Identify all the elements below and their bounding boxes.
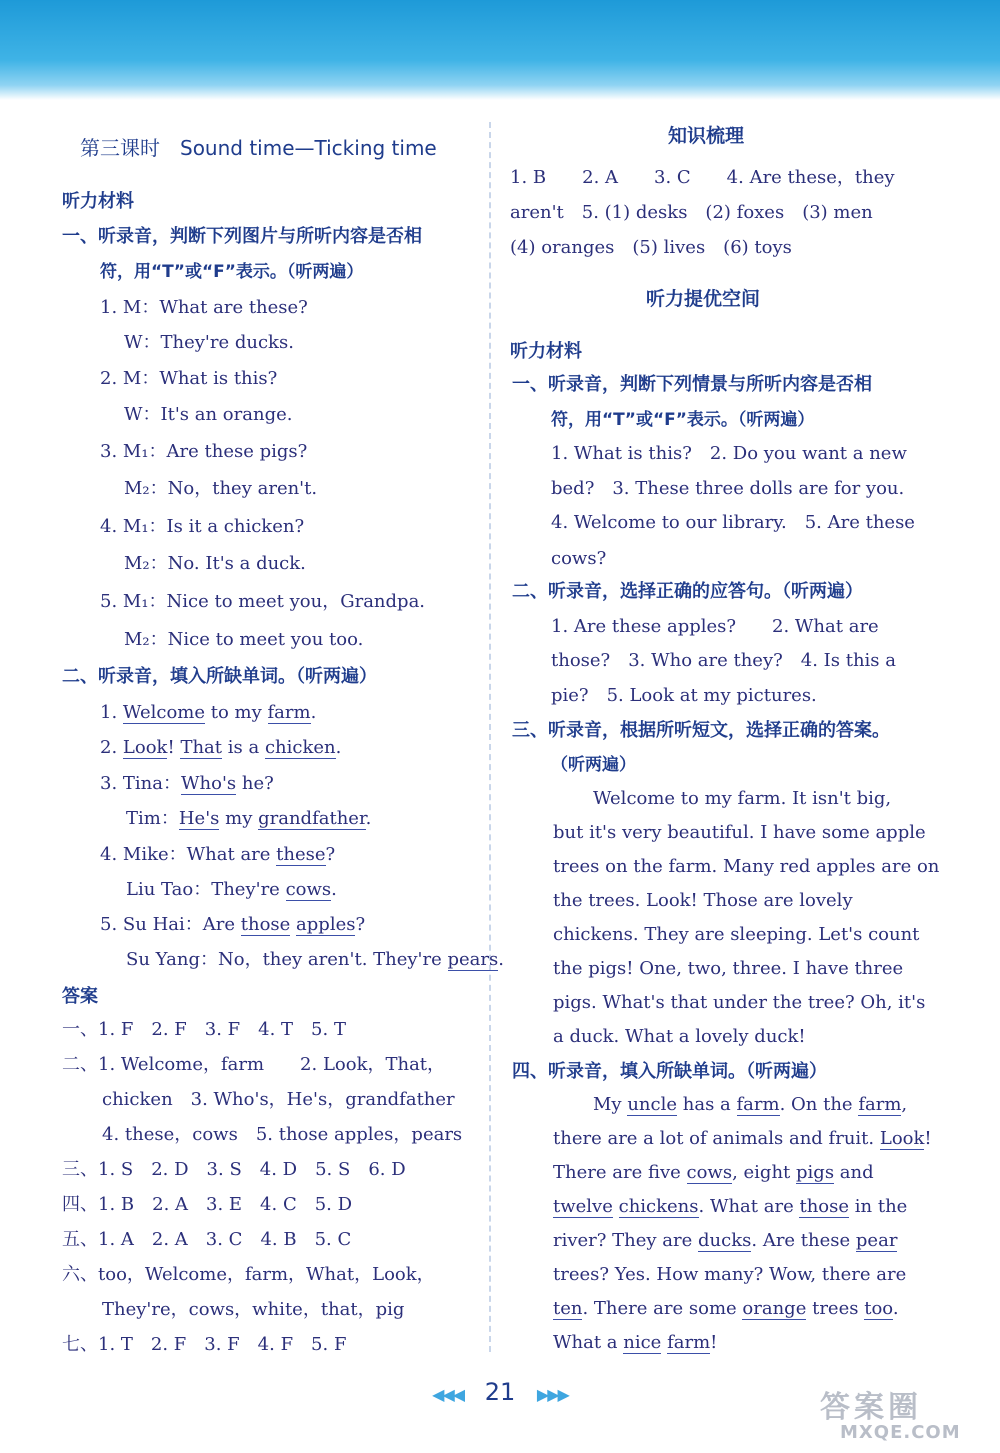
lesson-title: 第三课时 Sound time—Ticking time (80, 136, 437, 160)
answer-word: pears (447, 949, 499, 970)
sentence-line: bed? 3. These three dolls are for you. (551, 478, 905, 499)
page-footer (400, 1378, 600, 1406)
cloze-line (553, 1331, 717, 1355)
dialogue-line: 3. M₁：Are these pigs? (100, 441, 308, 462)
sentence-line: 1. Are these apples? 2. What are (551, 616, 879, 637)
answer-word: apples (296, 914, 356, 935)
text-fragment: , (901, 1094, 908, 1115)
text-fragment: Liu Tao：They're (126, 879, 280, 900)
answer-word: Who's (181, 773, 237, 794)
answer-line: They're，cows，white，that，pig (102, 1299, 405, 1320)
answer-line: 4. these，cows 5. those apples，pears (102, 1124, 463, 1145)
cloze-line (593, 1093, 907, 1117)
dialogue-line: M₂：No，they aren't. (124, 478, 318, 499)
fill-line-2 (100, 736, 341, 760)
answer-word: cows (686, 1162, 733, 1183)
text-fragment: and (839, 1162, 874, 1183)
passage-line: but it's very beautiful. I have some apple (553, 822, 926, 843)
text-fragment: he? (241, 773, 274, 794)
cloze-line (553, 1263, 906, 1287)
answer-line: 二、1. Welcome，farm 2. Look，That， (62, 1054, 446, 1075)
right-section-3-heading-cont: （听两遍） (551, 755, 636, 775)
sentence-line: 1. What is this? 2. Do you want a new (551, 443, 907, 464)
section-1-heading-cont: 符，用“T”或“F”表示。（听两遍） (100, 262, 364, 282)
right-arrows-icon: ▶▶▶ (536, 1385, 568, 1404)
text-fragment: ! (167, 737, 175, 758)
answer-word: farm (667, 1332, 711, 1353)
text-fragment: ! (710, 1332, 718, 1353)
item-number: 5. (100, 914, 118, 935)
item-number: 1. (100, 702, 118, 723)
item-number: 4. (100, 844, 118, 865)
cloze-line (553, 1161, 874, 1185)
fill-line-4 (100, 843, 335, 867)
fill-line-5b (126, 948, 504, 972)
text-fragment: . There are some (582, 1298, 737, 1319)
watermark-text: 答案圈 (820, 1390, 922, 1425)
passage-line: a duck. What a lovely duck! (553, 1026, 806, 1047)
knowledge-line: (4) oranges (5) lives (6) toys (510, 237, 792, 258)
fill-line-3b (126, 807, 371, 831)
fill-line-4b (126, 878, 337, 902)
answer-word: twelve (553, 1196, 613, 1217)
text-fragment: What a (553, 1332, 618, 1353)
dialogue-line: M₂：No. It's a duck. (124, 553, 306, 574)
header-band (0, 0, 1000, 100)
text-fragment: trees (812, 1298, 859, 1319)
answer-word: Look (122, 737, 168, 758)
answer-word: Look (879, 1128, 925, 1149)
text-fragment: river? They are (553, 1230, 693, 1251)
text-fragment: is a (227, 737, 260, 758)
text-fragment: . (892, 1298, 899, 1319)
knowledge-line: aren't 5. (1) desks (2) foxes (3) men (510, 202, 873, 223)
text-fragment: My (593, 1094, 622, 1115)
answer-word: farm (267, 702, 311, 723)
section-1-heading: 一、听录音，判断下列图片与所听内容是否相 (62, 226, 422, 247)
dialogue-line: W：It's an orange. (124, 404, 293, 425)
sentence-line: 4. Welcome to our library. 5. Are these (551, 512, 915, 533)
answer-word: He's (178, 808, 220, 829)
dialogue-line: W：They're ducks. (124, 332, 294, 353)
answer-word: ten (553, 1298, 583, 1319)
answer-line: 四、1. B 2. A 3. E 4. C 5. D (62, 1194, 353, 1215)
answer-word: That (180, 737, 223, 758)
passage-line: Welcome to my farm. It isn't big, (593, 788, 892, 809)
text-fragment: in the (854, 1196, 908, 1217)
text-fragment: there are a lot of animals and fruit. (553, 1128, 875, 1149)
passage-line: chickens. They are sleeping. Let's count (553, 924, 920, 945)
dialogue-line: 4. M₁：Is it a chicken? (100, 516, 305, 537)
text-fragment: Tim： (126, 808, 179, 829)
text-fragment: There are five (553, 1162, 681, 1183)
listening-heading: 听力材料 (62, 191, 134, 212)
answer-word: ducks (698, 1230, 752, 1251)
dialogue-line: 5. M₁：Nice to meet you，Grandpa. (100, 591, 426, 612)
cloze-line (553, 1195, 907, 1219)
right-section-3-heading: 三、听录音，根据所听短文，选择正确的答案。 (512, 720, 890, 741)
answer-word: orange (742, 1298, 807, 1319)
cloze-line (553, 1229, 897, 1253)
answer-line: 五、1. A 2. A 3. C 4. B 5. C (62, 1229, 352, 1250)
answer-line: 七、1. T 2. F 3. F 4. F 5. F (62, 1334, 347, 1355)
answer-word: those (240, 914, 291, 935)
dialogue-line: 1. M：What are these? (100, 297, 308, 318)
sentence-line: those? 3. Who are they? 4. Is this a (551, 650, 896, 671)
text-fragment: ? (325, 844, 336, 865)
answer-word: farm (736, 1094, 780, 1115)
text-fragment: . (310, 702, 317, 723)
text-fragment: trees? Yes. How many? Wow, there are (553, 1264, 907, 1285)
knowledge-title: 知识梳理 (668, 125, 745, 147)
passage-line: the trees. Look! Those are lovely (553, 890, 853, 911)
dialogue-line: M₂：Nice to meet you too. (124, 629, 364, 650)
right-section-1-heading: 一、听录音，判断下列情景与所听内容是否相 (512, 374, 872, 395)
text-fragment: Tina： (122, 773, 182, 794)
answer-word: farm (858, 1094, 902, 1115)
right-section-2-heading: 二、听录音，选择正确的应答句。（听两遍） (512, 581, 863, 602)
text-fragment: to my (210, 702, 262, 723)
fill-line-1 (100, 701, 316, 725)
text-fragment: has a (682, 1094, 731, 1115)
column-divider (489, 122, 491, 1352)
answer-word: chicken (264, 737, 336, 758)
text-fragment: . (498, 949, 504, 970)
text-fragment: , eight (732, 1162, 791, 1183)
text-fragment: Su Yang：No，they aren't. They're (126, 949, 442, 970)
page-number: 21 (484, 1378, 516, 1406)
passage-line: trees on the farm. Many red apples are on (553, 856, 940, 877)
text-fragment: Mike：What are (122, 844, 271, 865)
answer-line: 六、too，Welcome，farm，What，Look， (62, 1264, 435, 1285)
answer-word: Welcome (122, 702, 206, 723)
cloze-line (553, 1127, 932, 1151)
section-2-heading: 二、听录音，填入所缺单词。（听两遍） (62, 666, 377, 687)
text-fragment: ? (355, 914, 366, 935)
item-number: 3. (100, 773, 118, 794)
passage-line: the pigs! One, two, three. I have three (553, 958, 904, 979)
answer-word: pigs (796, 1162, 835, 1183)
fill-line-5 (100, 913, 365, 937)
passage-line: pigs. What's that under the tree? Oh, it's (553, 992, 926, 1013)
fill-line-3 (100, 772, 274, 796)
text-fragment: . (365, 808, 372, 829)
answer-line: 一、1. F 2. F 3. F 4. T 5. T (62, 1019, 346, 1040)
text-fragment: . On the (779, 1094, 853, 1115)
left-arrows-icon: ◀◀◀ (432, 1385, 464, 1404)
text-fragment: . (331, 879, 337, 900)
listening-heading-right: 听力材料 (510, 341, 582, 362)
watermark-logo (820, 1382, 990, 1444)
answer-word: cows (285, 879, 332, 900)
sentence-line: cows? (551, 548, 607, 569)
answer-word: pear (855, 1230, 898, 1251)
answer-word: chickens (618, 1196, 699, 1217)
answer-line: 三、1. S 2. D 3. S 4. D 5. S 6. D (62, 1159, 406, 1180)
answer-word: nice (623, 1332, 662, 1353)
answer-word: uncle (627, 1094, 678, 1115)
text-fragment: ! (924, 1128, 932, 1149)
answer-line: chicken 3. Who's，He's，grandfather (102, 1089, 455, 1110)
answer-word: those (799, 1196, 850, 1217)
improve-title: 听力提优空间 (646, 288, 761, 310)
text-fragment: my (225, 808, 253, 829)
answer-word: these (276, 844, 326, 865)
text-fragment: . (335, 737, 342, 758)
text-fragment: . What are (698, 1196, 794, 1217)
answer-word: grandfather (258, 808, 366, 829)
answers-heading: 答案 (62, 986, 98, 1007)
right-section-1-heading-cont: 符，用“T”或“F”表示。（听两遍） (551, 410, 815, 430)
right-section-4-heading: 四、听录音，填入所缺单词。（听两遍） (512, 1061, 827, 1082)
dialogue-line: 2. M：What is this? (100, 368, 278, 389)
sentence-line: pie? 5. Look at my pictures. (551, 685, 817, 706)
text-fragment: . Are these (751, 1230, 851, 1251)
text-fragment: Su Hai：Are (122, 914, 236, 935)
cloze-line (553, 1297, 899, 1321)
item-number: 2. (100, 737, 118, 758)
knowledge-line: 1. B 2. A 3. C 4. Are these，they (510, 167, 895, 188)
answer-word: too (864, 1298, 893, 1319)
watermark-url: MXQE.COM (840, 1422, 961, 1443)
